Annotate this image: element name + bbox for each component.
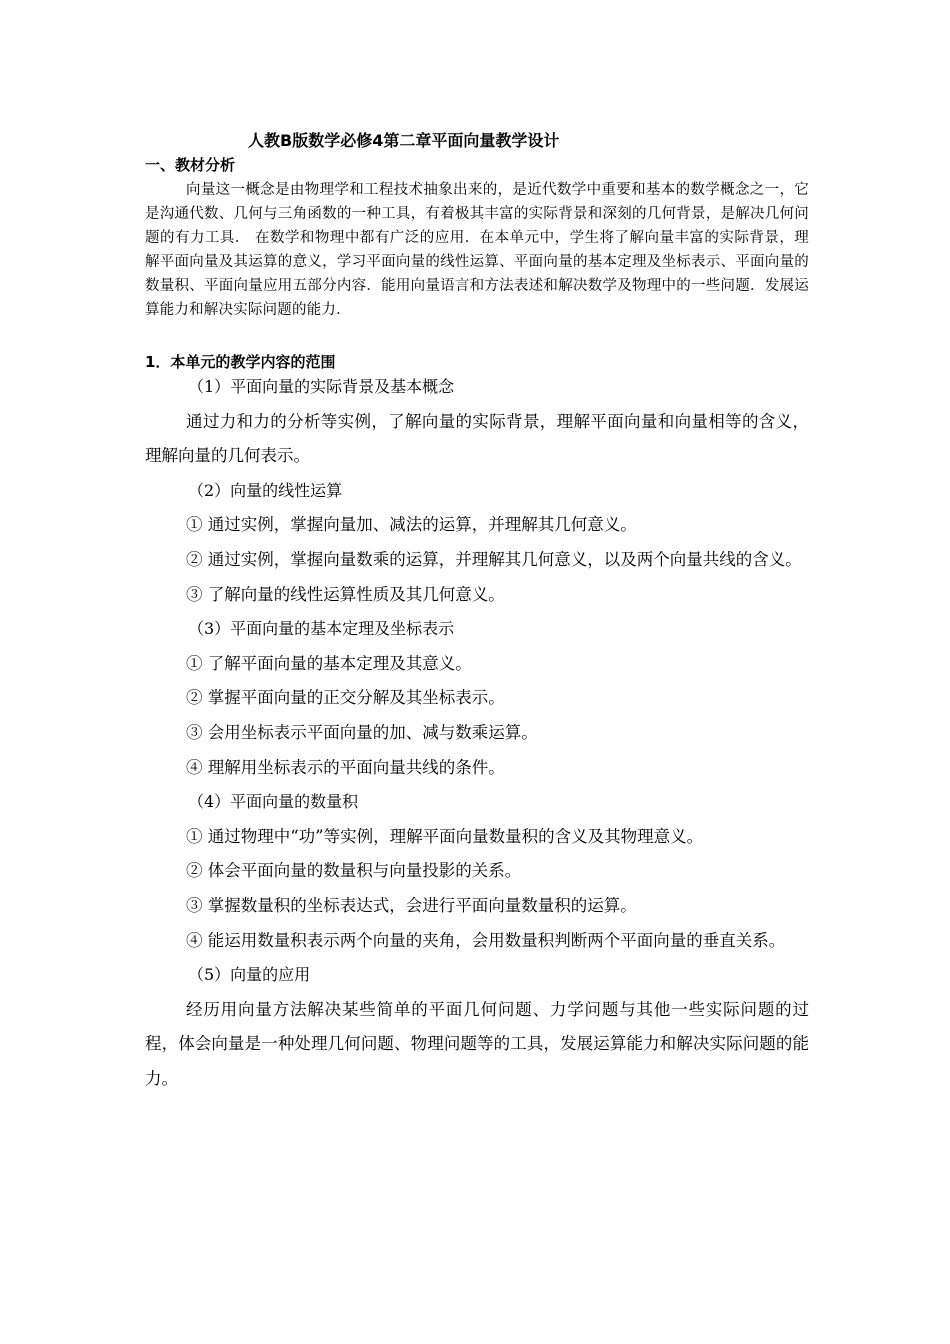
subheading-2: （2）向量的线性运算 bbox=[188, 480, 343, 500]
paragraph-line: 经历用向量方法解决某些简单的平面几何问题、力学问题与其他一些实际问题的过程，体会向量是一种处理几何问题、物理问题等的工具，发展运算能力和解决实际问题的能力。 bbox=[145, 999, 809, 1088]
subheading-5: （5）向量的应用 bbox=[188, 965, 311, 985]
list-item: ① 通过实例，掌握向量加、减法的运算，并理解其几何意义。 bbox=[186, 515, 637, 535]
list-item: ③ 了解向量的线性运算性质及其几何意义。 bbox=[186, 584, 505, 604]
document-title: 人教B版数学必修4第二章平面向量教学设计 bbox=[248, 131, 560, 150]
section-heading-teaching-scope: 1．本单元的教学内容的范围 bbox=[145, 353, 336, 371]
subheading-4: （4）平面向量的数量积 bbox=[188, 792, 359, 812]
subheading-3: （3）平面向量的基本定理及坐标表示 bbox=[188, 619, 455, 639]
list-item: ② 通过实例，掌握向量数乘的运算，并理解其几何意义，以及两个向量共线的含义。 bbox=[186, 549, 802, 569]
list-item: ③ 会用坐标表示平面向量的加、减与数乘运算。 bbox=[186, 722, 538, 742]
paragraph-line: 通过力和力的分析等实例，了解向量的实际背景，理解平面向量和向量相等的含义，理解向量的几何表示。 bbox=[145, 411, 809, 466]
list-item: ④ 理解用坐标表示的平面向量共线的条件。 bbox=[186, 757, 505, 777]
subheading-1: （1）平面向量的实际背景及基本概念 bbox=[188, 377, 455, 396]
intro-paragraph: 向量这一概念是由物理学和工程技术抽象出来的，是近代数学中重要和基本的数学概念之一，它是沟通代数、几何与三角函数的一种工具，有着极其丰富的实际背景和深刻的几何背景，是解决几何问题的有力工具． 在数学和物理中都有广泛的应用．在本单元中，学生将了解向量丰富的实际背景，理解平面向量及其运算的意义，学习平面向量的线性运算、平面向量的基本定理及坐标表示、平面向量的数量积、平面向量应用五部分内容．能用向量语言和方法表述和解决数学及物理中的一些问题．发展运算能力和解决实际问题的能力． bbox=[145, 182, 809, 318]
teaching-scope-body bbox=[145, 370, 809, 1096]
list-item: ② 掌握平面向量的正交分解及其坐标表示。 bbox=[186, 688, 505, 708]
list-item: ② 体会平面向量的数量积与向量投影的关系。 bbox=[186, 861, 522, 881]
section-heading-textbook-analysis: 一、教材分析 bbox=[145, 156, 236, 174]
list-item: ① 了解平面向量的基本定理及其意义。 bbox=[186, 653, 472, 673]
list-item: ① 通过物理中“功”等实例，理解平面向量数量积的含义及其物理意义。 bbox=[186, 826, 704, 846]
list-item: ③ 掌握数量积的坐标表达式，会进行平面向量数量积的运算。 bbox=[186, 895, 637, 915]
list-item: ④ 能运用数量积表示两个向量的夹角，会用数量积判断两个平面向量的垂直关系。 bbox=[186, 930, 786, 950]
